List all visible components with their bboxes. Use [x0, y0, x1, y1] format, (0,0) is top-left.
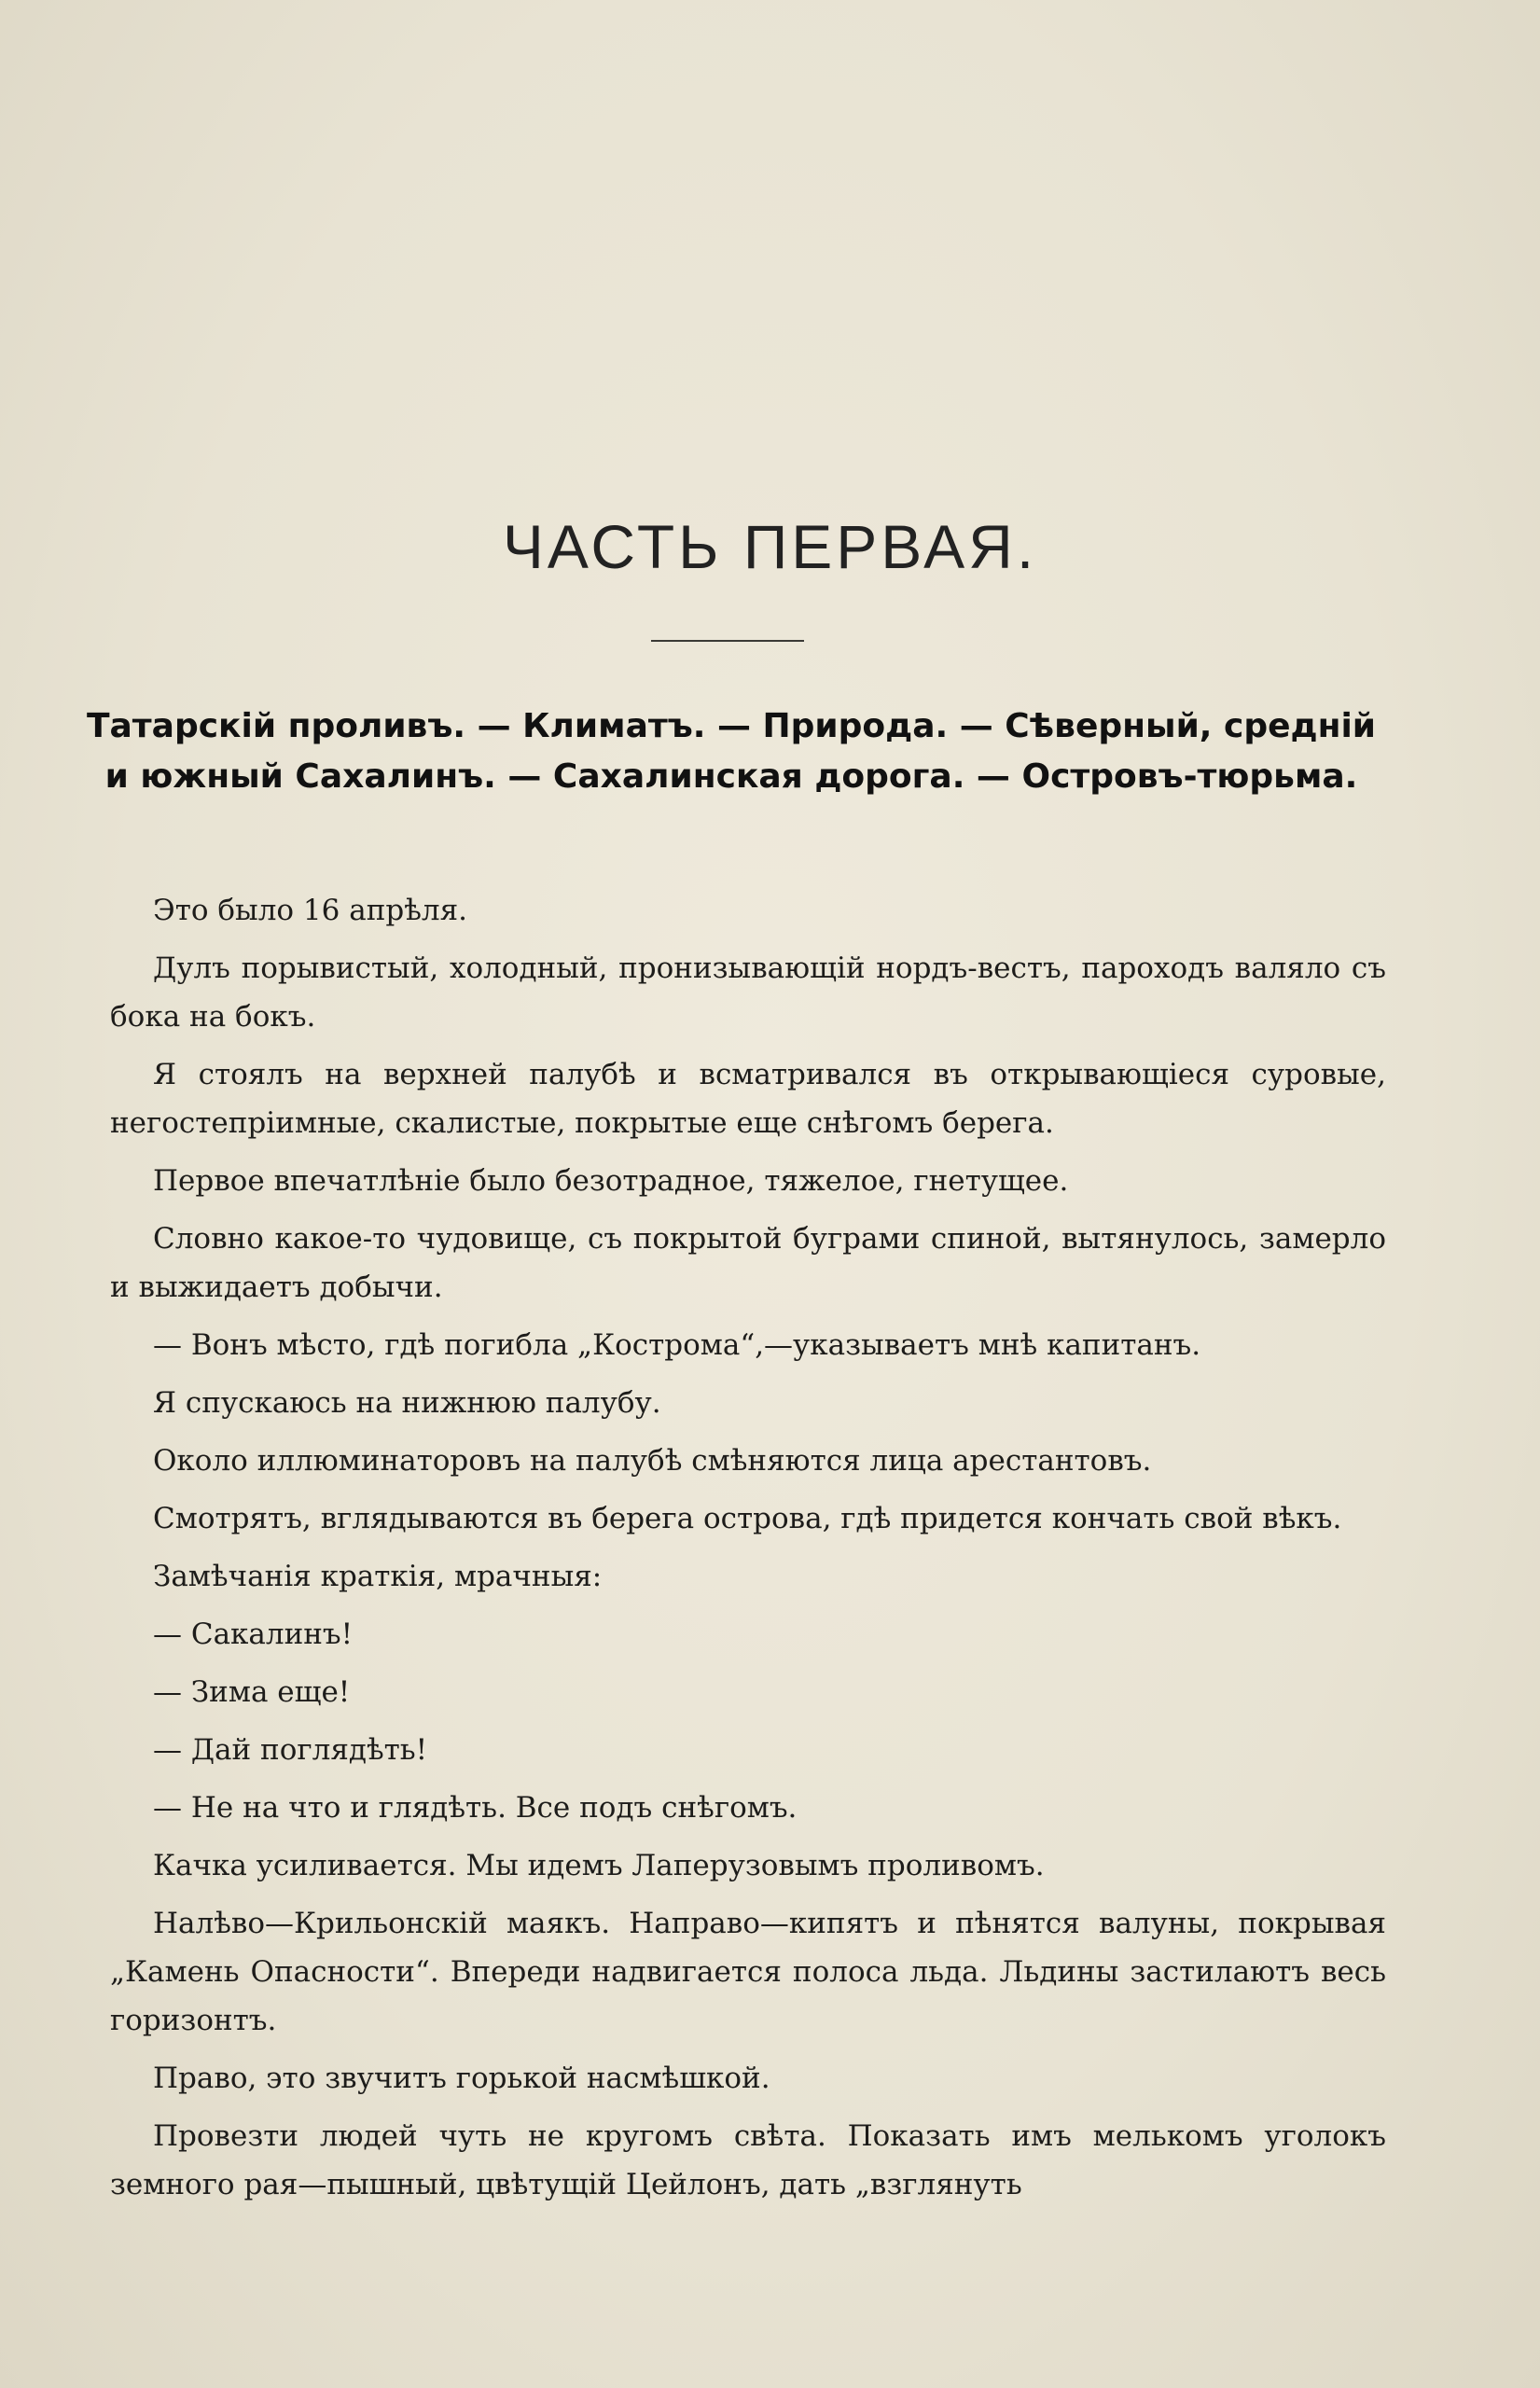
paragraph: Налѣво—Крильонскій маякъ. Направо—кипятъ и пѣнятся валуны, покрывая „Камень Опасности“. Впереди надвигается полоса льда. Льдины застилаютъ весь горизонтъ.	[110, 1907, 1386, 2037]
paragraph: — Зима еще!	[153, 1675, 351, 1709]
body-text	[110, 886, 1386, 2218]
paragraph: Замѣчанія краткія, мрачныя:	[153, 1560, 603, 1593]
paragraph: — Вонъ мѣсто, гдѣ погибла „Кострома“,—указываетъ мнѣ капитанъ.	[153, 1328, 1201, 1362]
paragraph: — Сакалинъ!	[153, 1617, 354, 1651]
paragraph: Это было 16 апрѣля.	[153, 894, 468, 927]
paragraph: Словно какое-то чудовище, съ покрытой буграми спиной, вытянулось, замерло и выжидаетъ добычи.	[110, 1222, 1386, 1304]
paragraph: — Не на что и глядѣть. Все подъ снѣгомъ.	[153, 1791, 798, 1825]
paragraph: Первое впечатлѣніе было безотрадное, тяжелое, гнетущее.	[153, 1164, 1069, 1198]
paragraph: Смотрятъ, вглядываются въ берега острова, гдѣ придется кончать свой вѣкъ.	[153, 1502, 1342, 1535]
paragraph: Я стоялъ на верхней палубѣ и всматривался въ открывающіеся суровые, негостепріимные, скалистые, покрытые еще снѣгомъ берега.	[110, 1058, 1386, 1140]
paragraph: Качка усиливается. Мы идемъ Лаперузовымъ проливомъ.	[153, 1849, 1045, 1882]
paragraph: Я спускаюсь на нижнюю палубу.	[153, 1386, 661, 1420]
paragraph: Дулъ порывистый, холодный, пронизывающій нордъ-вестъ, пароходъ валяло съ бока на бокъ.	[110, 951, 1386, 1034]
paragraph: Около иллюминаторовъ на палубѣ смѣняются лица арестантовъ.	[153, 1444, 1152, 1478]
part-title: ЧАСТЬ ПЕРВАЯ.	[502, 512, 1038, 581]
title-divider	[651, 640, 804, 642]
paragraph: — Дай поглядѣть!	[153, 1733, 428, 1767]
chapter-summary: Татарскій проливъ. — Климатъ. — Природа. — Сѣверный, средній и южный Сахалинъ. — Сахалинская дорога. — Островъ-тюрьма.	[86, 707, 1377, 796]
paragraph: Провезти людей чуть не кругомъ свѣта. Показать имъ мелькомъ уголокъ земного рая—пышный, цвѣтущій Цейлонъ, дать „взглянуть	[110, 2119, 1386, 2201]
paragraph: Право, это звучитъ горькой насмѣшкой.	[153, 2062, 770, 2095]
